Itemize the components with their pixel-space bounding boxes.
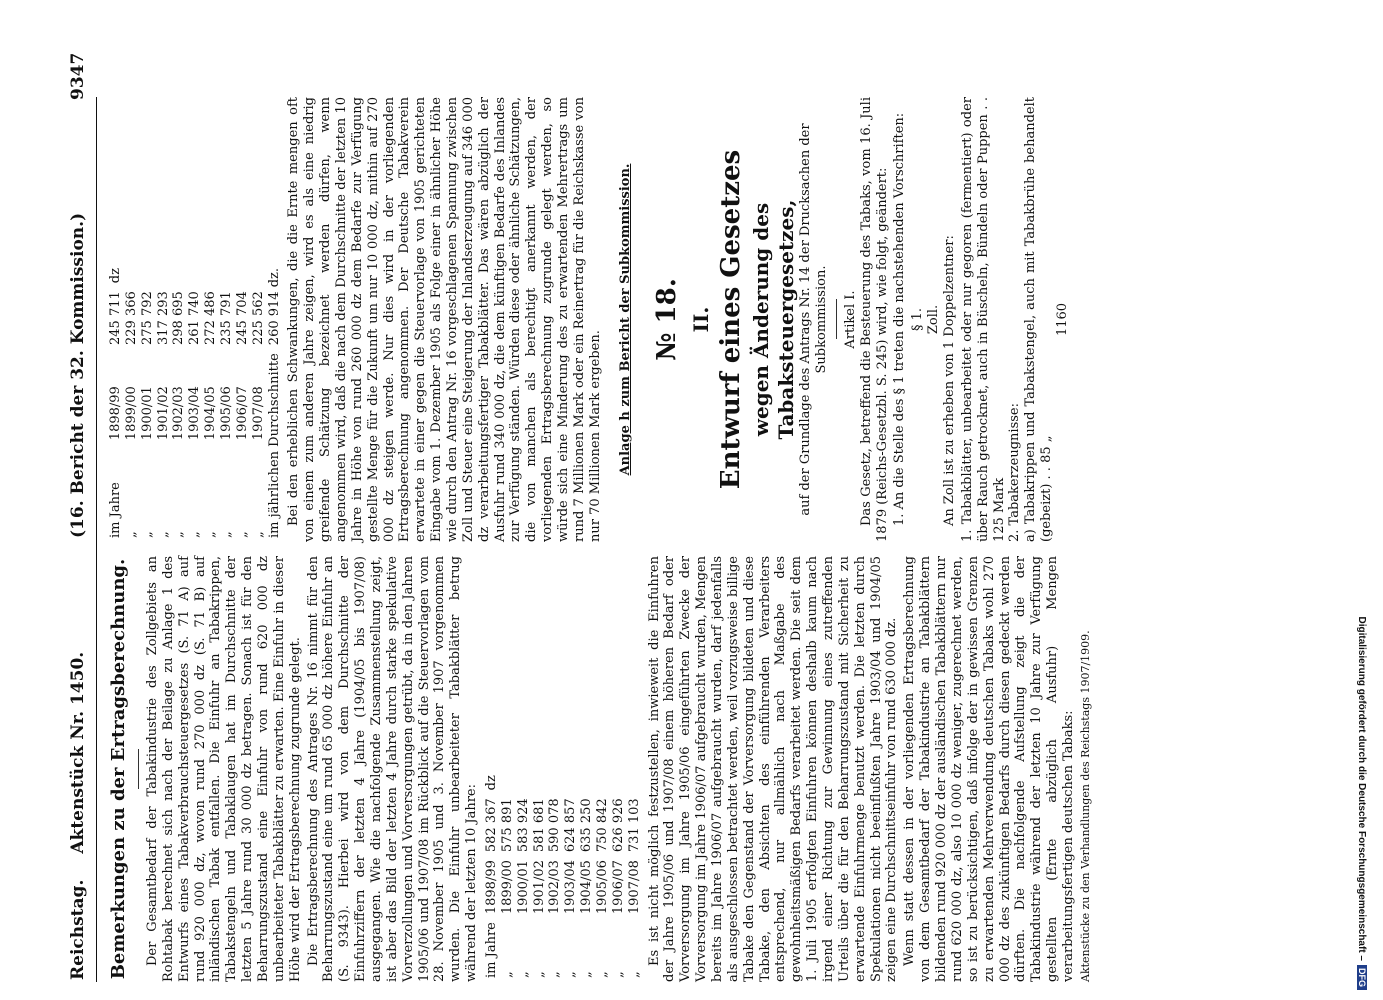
table-row (532, 771, 548, 982)
value-cell: 261 740 (187, 291, 203, 345)
right-column (104, 97, 1071, 542)
value-cell: 229 366 (123, 291, 139, 345)
unit-cell (203, 264, 219, 287)
table-row (547, 771, 563, 982)
year-cell: 1899/00 (499, 860, 515, 915)
article-heading: Artikel I. (842, 290, 858, 349)
year-prefix: „ (531, 971, 547, 978)
year-prefix: „ (219, 531, 235, 538)
unit-cell (235, 264, 251, 287)
unit-cell (516, 771, 532, 794)
report-label: (16. Bericht der 32. Kommission.) (67, 212, 88, 538)
value-cell: 581 681 (531, 798, 547, 853)
average-label: im jährlichen Durchschnitte (266, 353, 282, 538)
unit-cell (595, 771, 611, 794)
year-cell: 1906/07 (234, 386, 250, 441)
page-number: 9347 (67, 52, 88, 100)
year-cell: 1898/99 (108, 386, 123, 441)
aktenstueck-label: Aktenstück Nr. 1450. (67, 651, 88, 854)
table-row (124, 264, 140, 542)
section-title: Bemerkungen zu der Ertragsberechnung. (108, 558, 129, 980)
table-row (627, 771, 643, 982)
value-cell: 272 486 (203, 291, 219, 345)
bill-title: Entwurf eines Gesetzes (715, 149, 746, 490)
year-cell: 1900/01 (139, 386, 155, 441)
year-cell: 1901/02 (155, 386, 171, 441)
roman-numeral: II. (689, 306, 714, 333)
year-cell: 1902/03 (547, 860, 563, 915)
unit-cell (251, 264, 267, 287)
divider (138, 749, 139, 789)
value-cell: 245 704 (234, 291, 250, 345)
digitization-credit: Digitalisierung gefördert durch die Deutsche Forschungsgemeinschaft – (1356, 616, 1368, 961)
year-prefix: im Jahre (484, 922, 499, 978)
year-prefix: „ (610, 971, 626, 978)
reichstag-label: Reichstag. (67, 879, 88, 980)
year-prefix: „ (234, 531, 250, 538)
year-cell: 1902/03 (171, 386, 187, 441)
unit-cell (611, 771, 627, 794)
table-row (203, 264, 219, 542)
value-cell: 225 562 (250, 291, 266, 345)
year-prefix: „ (155, 531, 171, 538)
year-cell: 1907/08 (626, 860, 642, 915)
year-cell: 1906/07 (610, 860, 626, 915)
paragraph: Es ist nicht möglich festzustellen, inwieweit die Einfuhren der Jahre 1905/06 und 1907/08 einem höheren Bedarf oder Vorversorgung im Jahre 1905/06 eingeführten Zwecke der Vorversorgung im Jahre 1906/07 aufgebraucht wurden, Mengen bereits im Jahre 1906/07 aufgebraucht wurden, darf jedenfalls als ausgeschlossen betrachtet werden, weil vorzugsweise billige Tabake den Gegenstand der Vorversorgung bildeten und diese Tabake, den Absichten des einführenden Verarbeiters entsprechend, nur allmählich nach Maßgabe des gewohnheitsmäßigen Bedarfs verarbeitet werden. Die seit dem 1. Juli 1905 erfolgten Einfuhren können deshalb kaum nach irgend einer Richtung zur Gewinnung eines zutreffenden Urteils über die für den Beharrungszustand mit Sicherheit zu erwartende Einfuhrmenge benutzt werden. Die letzten durch Spekulationen nicht beeinflußten Jahre 1903/04 und 1904/05 zeigen eine Durchschnittseinfuhr von rund 630 000 dz. (646, 556, 900, 982)
year-cell: 1903/04 (187, 386, 203, 441)
left-column (104, 556, 1092, 982)
value-cell: 583 924 (515, 798, 531, 853)
document-number: № 18. (651, 278, 682, 361)
header-rule (96, 97, 97, 982)
unit-cell (156, 264, 172, 287)
unit-cell (547, 771, 563, 794)
unit-cell (500, 771, 516, 794)
bill-subtitle: wegen Änderung des Tabaksteuergesetzes, (749, 199, 798, 440)
year-cell: 1905/06 (595, 860, 611, 915)
paragraph: Die Ertragsberechnung des Antrages Nr. 16 nimmt für den Beharrungszustand eine um rund 65 000 dz höhere Einfuhr an (S. 9343). Hierbei wird von dem Durchschnitte der Einfuhrziffern der letzten 4 Jahre (1904/05 bis 1907/08) ausgegangen. Wie die nachfolgende Zusammenstellung zeigt, ist aber das Bild der letzten 4 Jahre durch starke spekulative Vorverzollungen und Vorversorgungen getrübt, da in den Jahren 1905/06 und 1907/08 im Rückblick auf die Steuervorlagen vom 28. November 1905 und 3. November 1907 vorgenommen wurden. Die Einfuhr unbearbeiteter Tabakblätter betrug während der letzten 10 Jahre: (305, 556, 480, 982)
value-cell: 626 926 (610, 798, 626, 853)
year-cell: 1904/05 (203, 386, 219, 441)
year-prefix: „ (203, 531, 219, 538)
table-row (500, 771, 516, 982)
table-row (516, 771, 532, 982)
table-row (579, 771, 595, 982)
digitization-sidebar (1352, 10, 1372, 990)
paragraph: Das Gesetz, betreffend die Besteuerung des Tabaks, vom 16. Juli 1879 (Reichs-Gesetzbl. S. 245) wird, wie folgt, geändert: (858, 97, 890, 542)
unit-cell (171, 264, 187, 287)
year-prefix: „ (123, 531, 139, 538)
import-table (484, 771, 643, 982)
dfg-logo: DFG (1357, 965, 1367, 990)
table-row (108, 264, 124, 542)
year-prefix: „ (499, 971, 515, 978)
zoll-heading: Zoll. (926, 304, 942, 335)
year-cell: 1903/04 (563, 860, 579, 915)
year-prefix: „ (139, 531, 155, 538)
year-cell: 1898/99 (484, 860, 499, 915)
unit-cell: dz (484, 775, 499, 791)
unit-cell (532, 771, 548, 794)
unit-cell (124, 264, 140, 287)
value-cell: 624 857 (563, 798, 579, 853)
year-prefix: „ (626, 971, 642, 978)
table-row (219, 264, 235, 542)
value-cell: 635 250 (579, 798, 595, 853)
year-cell: 1899/00 (123, 386, 139, 441)
divider (836, 300, 837, 340)
year-cell: 1900/01 (515, 860, 531, 915)
unit-cell (187, 264, 203, 287)
year-prefix: „ (547, 971, 563, 978)
value-cell: 731 103 (626, 798, 642, 853)
section-sign: § 1. (910, 307, 926, 332)
table-row (156, 264, 172, 542)
value-cell: 245 711 (108, 291, 123, 345)
value-cell: 317 293 (155, 291, 171, 345)
year-prefix: „ (187, 531, 203, 538)
unit-cell (563, 771, 579, 794)
average-row (267, 264, 283, 542)
value-cell: 750 842 (595, 798, 611, 853)
paragraph: 1. An die Stelle des § 1 treten die nachstehenden Vorschriften: (892, 112, 908, 526)
year-cell: 1904/05 (579, 860, 595, 915)
annex-heading: Anlage h zum Bericht der Subkommission. (617, 163, 633, 476)
table-row (171, 264, 187, 542)
page-footer: Aktenstücke zu den Verhandlungen des Reichstags 1907/1909. (1078, 630, 1092, 982)
tariff-item: 1. Tabakblätter, unbearbeitet oder nur gegoren (fermentiert) oder über Rauch getrocknet, auch in Büscheln, Bündeln oder Puppen . . 125 Mark (959, 97, 1007, 542)
unit-cell (627, 771, 643, 794)
value-cell: 582 367 (484, 798, 499, 853)
value-cell: 235 791 (219, 291, 235, 345)
average-value: 260 914 dz. (266, 267, 282, 346)
bottom-number: 1160 (1055, 302, 1070, 337)
year-prefix: „ (595, 971, 611, 978)
paragraph: Bei den erheblichen Schwankungen, die die Ernte mengen oft von einem zum anderen Jahre zeigen, wird es als eine niedrig greifende Schätzung bezeichnet werden dürfen, wenn angenommen wird, daß die nach dem Durchschnitte der letzten 10 Jahre in Höhe von rund 260 000 dz dem Bedarfe zur Verfügung gestellte Menge für die Zukunft um nur 10 000 dz, mithin auf 270 000 dz steigen werde. Nur dies wird in der vorliegenden Ertragsberechnung angenommen. Der Deutsche Tabakverein erwartete in einer gegen die Steuervorlage von 1905 gerichteten Eingabe vom 1. Dezember 1905 als Folge einer in ähnlicher Höhe wie durch den Antrag Nr. 16 vorgeschlagenen Spannung zwischen Zoll und Steuer eine Steigerung der Inlandserzeugung auf 346 000 dz verarbeitungsfertiger Tabakblätter. Das wären abzüglich der Ausfuhr rund 340 000 dz, die dem künftigen Bedarfe des Inlandes zur Verfügung ständen. Würden diese oder ähnliche Schätzungen, die von manchen als berechtigt anerkannt werden, der vorliegenden Ertragsberechnung zugrunde gelegt werden, so würde sich eine Minderung des zu erwartenden Mehrertrags um rund 7 Millionen Mark oder ein Reinertrag für die Reichskasse von nur 70 Millionen Mark ergeben. (286, 97, 603, 542)
paragraph: Der Gesamtbedarf der Tabakindustrie des Zollgebiets an Rohtabak berechnet sich nach der Beilage zu Anlage 1 des Entwurfs eines Tabakverbrauchsteuergesetzes (S. 71 A) auf rund 920 000 dz, wovon rund 270 000 dz (S. 71 B) auf inländischen Tabak entfallen. Die Einfuhr an Tabakrippen, Tabakstengeln und Tabaklaugen hat im Durchschnitte der letzten 5 Jahre rund 30 000 dz betragen. Sonach ist für den Beharrungszustand eine Einfuhr von rund 620 000 dz unbearbeiteter Tabakblätter zu erwarten. Eine Einfuhr in dieser Höhe wird der Ertragsberechnung zugrunde gelegt. (144, 556, 303, 982)
paragraph: Wenn statt dessen in der vorliegenden Ertragsberechnung von dem Gesamtbedarf der Tabakindustrie an Tabakblättern bildenden rund 920 000 dz der ausländischen Tabakblättern nur rund 620 000 dz, also 10 000 dz weniger, zugerechnet werden, so ist zu berücksichtigen, daß infolge der in gewissen Grenzen zu erwartenden Mehrverwendung deutschen Tabaks wohl 270 000 dz des zukünftigen Bedarfs durch diesen gedeckt werden dürften. Die nachfolgende Aufstellung zeigt die der Tabakindustrie während der letzten 10 Jahre zur Verfügung gestellten (Ernte abzüglich Ausfuhr) Mengen verarbeitungsfertigen deutschen Tabaks: (902, 555, 1076, 982)
year-cell: 1901/02 (531, 860, 547, 915)
bill-basis: auf der Grundlage des Antrags Nr. 14 der Drucksachen der Subkommission. (798, 123, 829, 516)
harvest-table (108, 264, 282, 542)
year-prefix: „ (250, 531, 266, 538)
table-row (251, 264, 267, 542)
year-prefix: „ (515, 971, 531, 978)
unit-cell (219, 264, 235, 287)
year-cell: 1905/06 (219, 386, 235, 441)
table-row (595, 771, 611, 982)
table-row (484, 771, 500, 982)
value-cell: 590 078 (547, 798, 563, 853)
table-row (187, 264, 203, 542)
year-prefix: „ (563, 971, 579, 978)
year-prefix: im Jahre (108, 482, 123, 538)
table-row (563, 771, 579, 982)
year-cell: 1907/08 (250, 386, 266, 441)
table-row (235, 264, 251, 542)
unit-cell (579, 771, 595, 794)
table-row (611, 771, 627, 982)
year-prefix: „ (579, 971, 595, 978)
year-prefix: „ (171, 531, 187, 538)
unit-cell: dz (108, 268, 123, 284)
value-cell: 298 695 (171, 291, 187, 345)
value-cell: 575 891 (499, 798, 515, 853)
unit-cell (140, 264, 156, 287)
tariff-item: a) Tabakrippen und Tabakstengel, auch mit Tabakbrühe behandelt (gebeizt) . . 85 „ (1023, 97, 1055, 542)
page-header-left (64, 626, 92, 980)
table-row (140, 264, 156, 542)
tariff-item: 2. Tabakerzeugnisse: (1007, 403, 1023, 542)
value-cell: 275 792 (139, 291, 155, 345)
paragraph: An Zoll ist zu erheben von 1 Doppelzentner: (941, 235, 957, 526)
